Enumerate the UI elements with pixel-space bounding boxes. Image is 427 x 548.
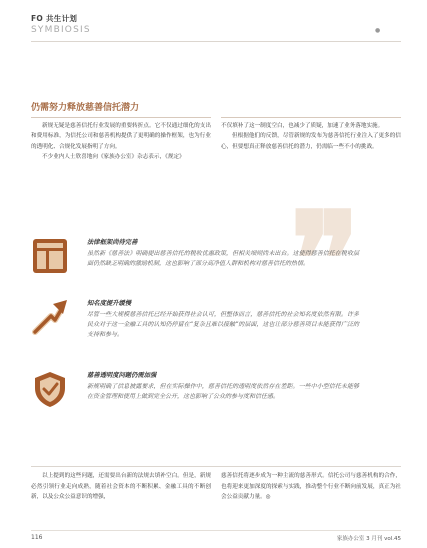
header-divider	[31, 41, 401, 42]
closing-divider	[31, 466, 401, 467]
section-title: 仍需努力释放慈善信托潜力	[31, 103, 140, 113]
right-column-rule	[221, 117, 401, 118]
challenge-item	[31, 370, 361, 430]
brand-block	[31, 13, 91, 35]
closing-right-column: 慈善信托将逐步成为一种主流的慈善形式。信托公司与慈善机构的合作，也将迎来更加深度的探索与实践，推动整个行业不断向前发展，真正为社会公益贡献力量。◎	[221, 473, 401, 501]
page-number: 116	[31, 534, 43, 541]
item-title: 知名度提升缓慢	[87, 300, 132, 307]
article-paragraph: 不少业内人士欣喜地向《家族办公室》杂志表示，《规定》	[42, 154, 185, 161]
item-body: 新规明确了信息披露要求，但在实际操作中，慈善信托的透明度依然存在差距。一些中小型信托未能够在资金管理和使用上做到完全公开，这也影响了公众的参与度和信任感。	[87, 383, 359, 400]
item-title: 慈善透明度问题仍需加强	[87, 372, 157, 379]
brand-cn: FO 共生计划	[31, 14, 78, 23]
layout-icon	[31, 237, 69, 275]
shield-check-icon	[31, 370, 69, 408]
quote-mark-decoration: ❞	[290, 183, 360, 336]
footer-divider	[31, 530, 401, 531]
closing-left-column: 以上提到的这些问题，还需要出台新的法规去填补空白。但是，新规必然引领行业走向成熟，随着社会资本的不断积累、金融工具的不断创新，以及公众公益意识的增强，	[31, 473, 211, 501]
article-paragraph: 但根据他们的反馈，尽管新规的发布为慈善信托行业注入了更多的信心，但要想真正释放慈善信托的潜力，仍需临一些不小的挑战。	[221, 133, 401, 150]
article-paragraph: 不仅填补了这一制度空白，也减少了质疑，加速了业务落地实施。	[221, 123, 384, 129]
item-body: 虽然新《慈善法》明确提出慈善信托的税收优惠政策，但相关细则尚未出台。这使得慈善信托在税收层面仍然缺乏明确的激励机制，这也影响了部分高净值人群和机构对慈善信托的热情。	[87, 250, 359, 267]
article-right-column	[221, 121, 401, 152]
article-left-column	[31, 121, 211, 163]
item-title: 法律框架尚待完善	[87, 239, 138, 246]
arrow-up-icon	[31, 298, 69, 336]
brand-en: SYMBIOSIS	[31, 25, 91, 35]
header-dot-icon: ●	[375, 27, 381, 34]
challenge-item	[31, 237, 361, 297]
left-column-rule	[31, 117, 211, 118]
item-body: 尽管一些大规模慈善信托已经开始获得社会认可，但整体而言，慈善信托的社会知名度依然有限。许多民众对于这一金融工具的认知仍停留在“复杂且难以接触”的层面，这也让部分慈善项目未能获得广泛的支持和参与。	[87, 311, 359, 338]
challenge-item	[31, 298, 361, 358]
magazine-issue: 家族办公室 3 月刊 vol.45	[336, 536, 401, 542]
article-paragraph: 新规无疑是慈善信托行业发展的重要转折点。它不仅通过细化的支出和费用标准，为信托公司和慈善机构提供了更明确的操作框架，也为行业的透明化、合规化发展指明了方向。	[31, 123, 211, 150]
